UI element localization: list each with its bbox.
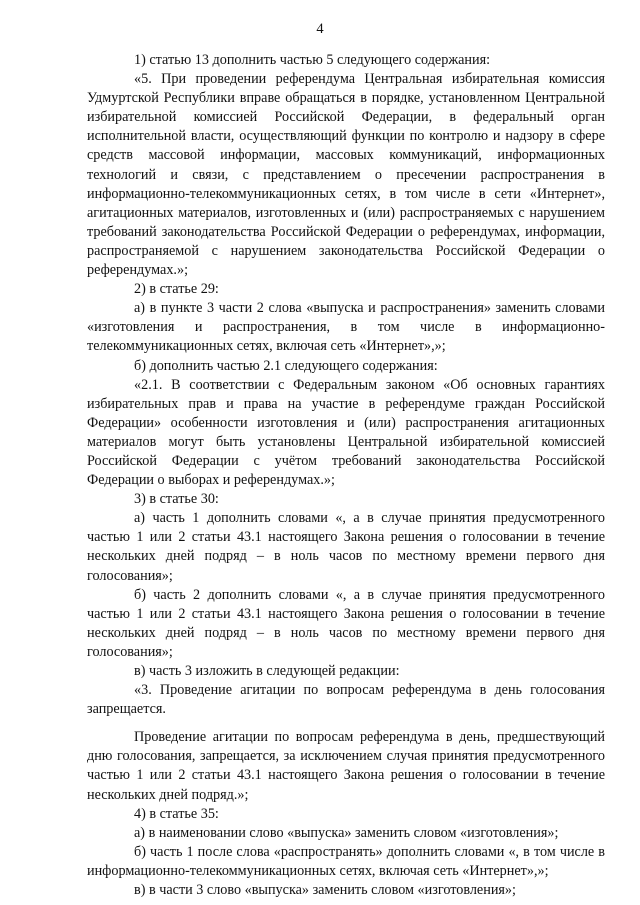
paragraph-item-4: 4) в статье 35: [134, 805, 219, 822]
paragraph-item-3v: в) часть 3 изложить в следующей редакции: [134, 663, 400, 679]
paragraph-agitation-prior-day: Проведение агитации по вопросам референдума в день, предшествующий дню голосования, запрещается, за исключением случая принятия предусмотренного частью 1 или 2 статьи 43.1 настоящего Закона решения о голосовании в течение нескольких дней подряд.»; [87, 729, 605, 803]
paragraph-part-2-1: «2.1. В соответствии с Федеральным законом «Об основных гарантиях избирательных прав и права на участие в референдуме граждан Российской Федерации» особенности изготовления и (или) распространения агитационных материалов могут быть установлены Центральной избирательной комиссией Российской Федерации с учётом требований законодательства Российской Федерации о выборах и референдумах.»; [87, 376, 605, 489]
paragraph-item-3: 3) в статье 30: [134, 491, 219, 508]
paragraph-item-2: 2) в статье 29: [134, 281, 219, 298]
paragraph-item-4a: а) в наименовании слово «выпуска» заменить словом «изготовления»; [134, 824, 559, 841]
paragraph-item-1: 1) статью 13 дополнить частью 5 следующего содержания: [134, 52, 491, 68]
page-number: 4 [316, 21, 324, 37]
paragraph-item-2a: а) в пункте 3 части 2 слова «выпуска и распространения» заменить словами «изготовления и распространения, в том числе в информационно-телекоммуникационных сетях, включая сеть «Интернет»,»; [87, 300, 605, 355]
paragraph-item-4v: в) в части 3 слово «выпуска» заменить словом «изготовления»; [134, 882, 516, 899]
paragraph-item-3b: б) часть 2 дополнить словами «, а в случае принятия предусмотренного частью 1 или 2 статьи 43.1 настоящего Закона решения о голосовании в течение нескольких дней подряд – в ноль часов по местному времени первого дня голосования»; [87, 586, 605, 660]
document-body [87, 51, 605, 900]
paragraph-item-2b: б) дополнить частью 2.1 следующего содержания: [134, 357, 438, 374]
paragraph-item-4b: б) часть 1 после слова «распространять» дополнить словами «, в том числе в информационно-телекоммуникационных сетях, включая сеть «Интернет»,»; [87, 843, 605, 879]
paragraph-part-3-new: «3. Проведение агитации по вопросам референдума в день голосования запрещается. [87, 682, 605, 718]
paragraph-item-3a: а) часть 1 дополнить словами «, а в случае принятия предусмотренного частью 1 или 2 статьи 43.1 настоящего Закона решения о голосовании в течение нескольких дней подряд – в ноль часов по местному времени первого дня голосования»; [87, 510, 605, 584]
paragraph-article-13-part-5: «5. При проведении референдума Центральная избирательная комиссия Удмуртской Республики вправе обращаться в порядке, установленном Центральной избирательной комиссией Российской Федерации, в федеральный орган исполнительной власти, осуществляющий функции по контролю и надзору в сфере средств массовой информации, массовых коммуникаций, информационных технологий и связи, с представлением о пресечении распространения в информационно-телекоммуникационных сетях, в том числе в сети «Интернет», агитационных материалов, изготовленных и (или) распространяемых с нарушением требований законодательства Российской Федерации о референдумах, информации, распространяемой с нарушением законодательства Российской Федерации о референдумах.»; [87, 71, 605, 279]
